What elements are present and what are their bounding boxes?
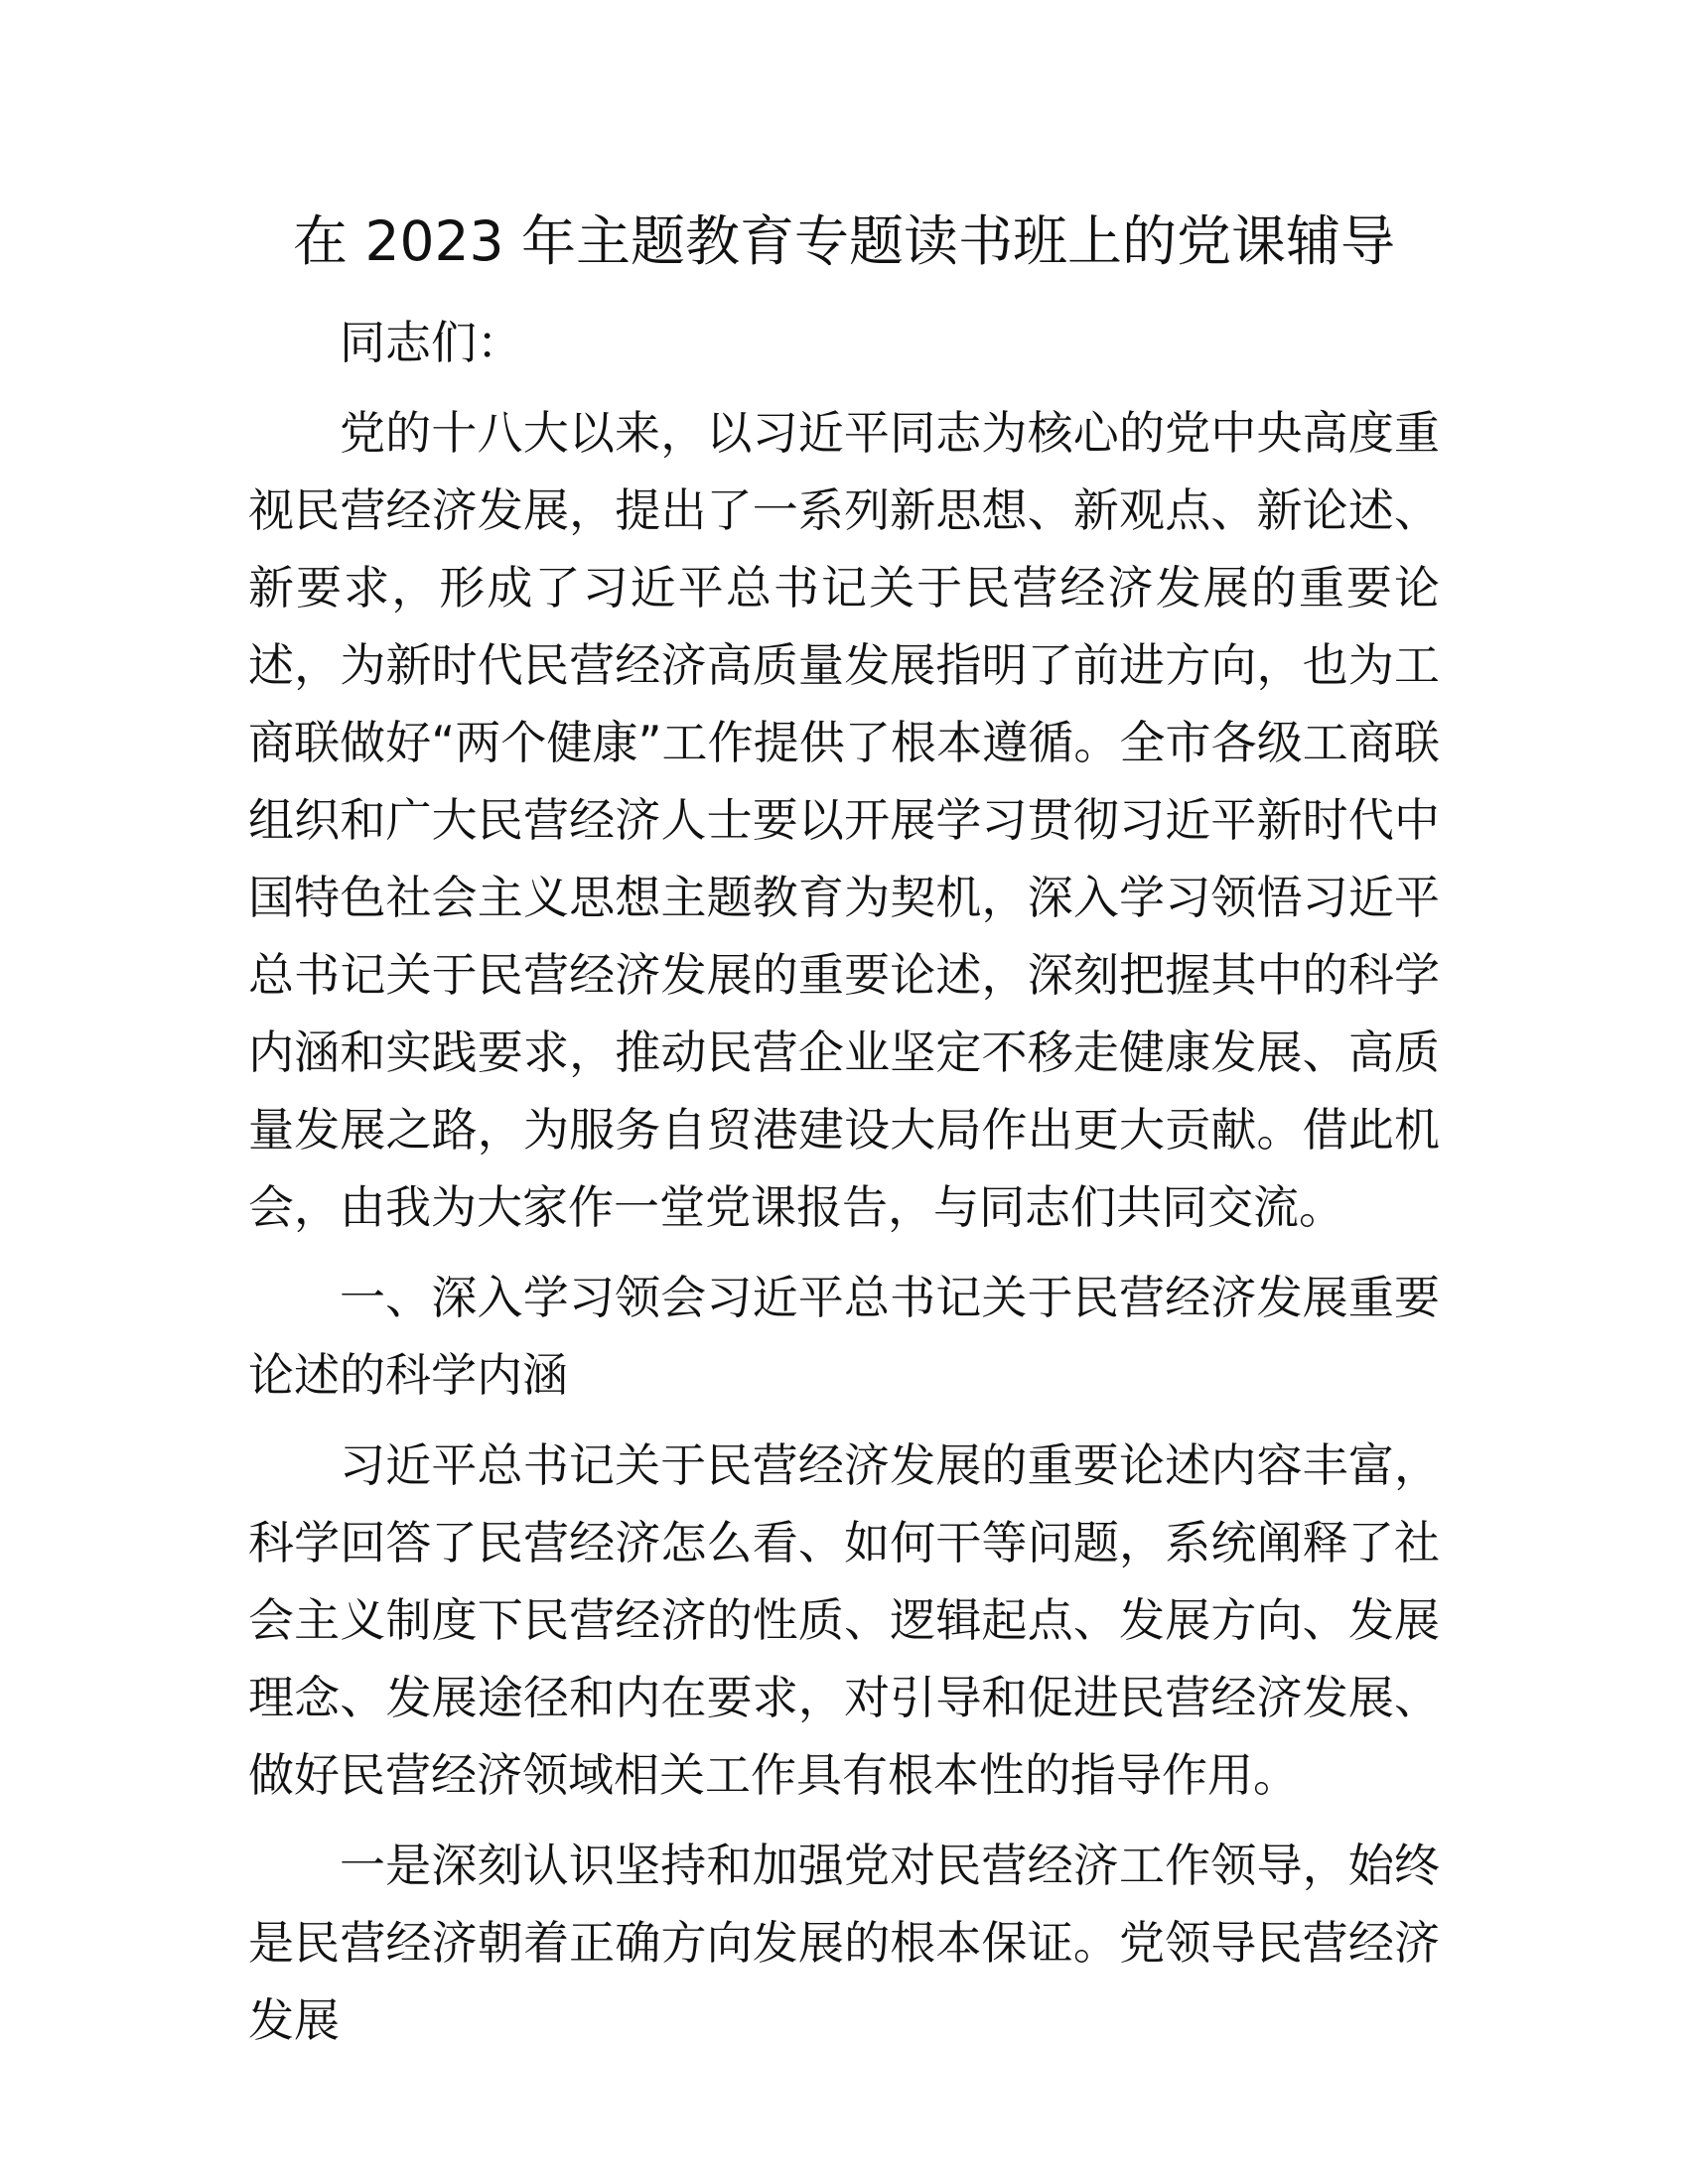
body-paragraph: 习近平总书记关于民营经济发展的重要论述内容丰富，科学回答了民营经济怎么看、如何干等问题，系统阐释了社会主义制度下民营经济的性质、逻辑起点、发展方向、发展理念、发展途径和内在要求，对引导和促进民营经济发展、做好民营经济领域相关工作具有根本性的指导作用。 [248, 1438, 1440, 1802]
intro-paragraph: 党的十八大以来，以习近平同志为核心的党中央高度重视民营经济发展，提出了一系列新思想、新观点、新论述、新要求，形成了习近平总书记关于民营经济发展的重要论述，为新时代民营经济高质量发展指明了前进方向，也为工商联做好“两个健康”工作提供了根本遵循。全市各级工商联组织和广大民营经济人士要以开展学习贯彻习近平新时代中国特色社会主义思想主题教育为契机，深入学习领悟习近平总书记关于民营经济发展的重要论述，深刻把握其中的科学内涵和实践要求，推动民营企业坚定不移走健康发展、高质量发展之路，为服务自贸港建设大局作出更大贡献。借此机会，由我为大家作一堂党课报告，与同志们共同交流。 [248, 406, 1440, 1234]
section-heading-1: 一、深入学习领会习近平总书记关于民营经济发展重要论述的科学内涵 [248, 1271, 1440, 1402]
document-body [248, 304, 1440, 2072]
salutation-paragraph: 同志们： [340, 316, 522, 369]
document-title: 在 2023 年主题教育专题读书班上的党课辅导 [293, 209, 1395, 273]
body-paragraph: 一是深刻认识坚持和加强党对民营经济工作领导，始终是民营经济朝着正确方向发展的根本保证。党领导民营经济发展 [248, 1839, 1440, 2047]
